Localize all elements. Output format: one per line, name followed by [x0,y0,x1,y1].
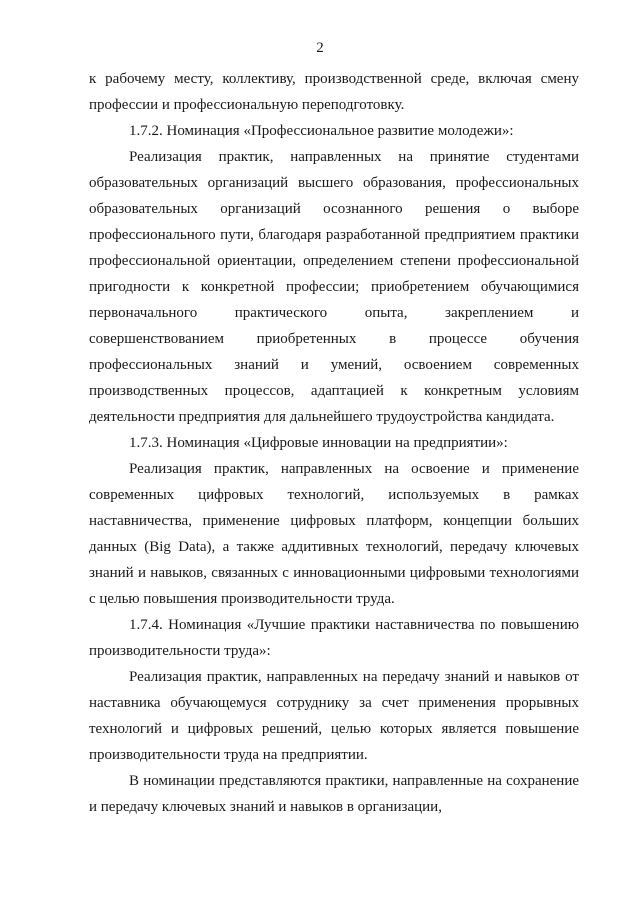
section-heading-1-7-3: 1.7.3. Номинация «Цифровые инновации на предприятии»: [129,435,508,451]
paragraph-digital-innovation: Реализация практик, направленных на освоение и применение современных цифровых технологий, используемых в рамках наставничества, применение цифровых платформ, концепции больших данных (Big Data), а также аддитивных технологий, передачу ключевых знаний и навыков, связанных с инновационными цифровыми технологиями с целью повышения производительности труда. [89,461,579,607]
paragraph-youth-development: Реализация практик, направленных на принятие студентами образовательных организаций высшего образования, профессиональных образовательных организаций осознанного решения о выборе профессионального пути, благодаря разработанной предприятием практики профессиональной ориентации, определением степени профессиональной пригодности к конкретной профессии; приобретением обучающимися первоначального практического опыта, закреплением и совершенствованием приобретенных в процессе обучения профессиональных знаний и умений, освоением современных производственных процессов, адаптацией к конкретным условиям деятельности предприятия для дальнейшего трудоустройства кандидата. [89,149,579,425]
section-heading-1-7-4: 1.7.4. Номинация «Лучшие практики наставничества по повышению производительности труда»: [89,617,579,659]
paragraph-productivity-practices: Реализация практик, направленных на передачу знаний и навыков от наставника обучающемуся сотруднику за счет применения прорывных технологий и цифровых решений, целью которых является повышение производительности труда на предприятии. [89,669,579,763]
page-number: 2 [316,40,324,56]
paragraph-nomination-practices: В номинации представляются практики, направленные на сохранение и передачу ключевых знаний и навыков в организации, [89,773,579,815]
section-heading-1-7-2: 1.7.2. Номинация «Профессиональное развитие молодежи»: [129,123,514,139]
paragraph-continuation: к рабочему месту, коллективу, производственной среде, включая смену профессии и профессиональную переподготовку. [89,71,579,113]
document-body [89,66,579,820]
